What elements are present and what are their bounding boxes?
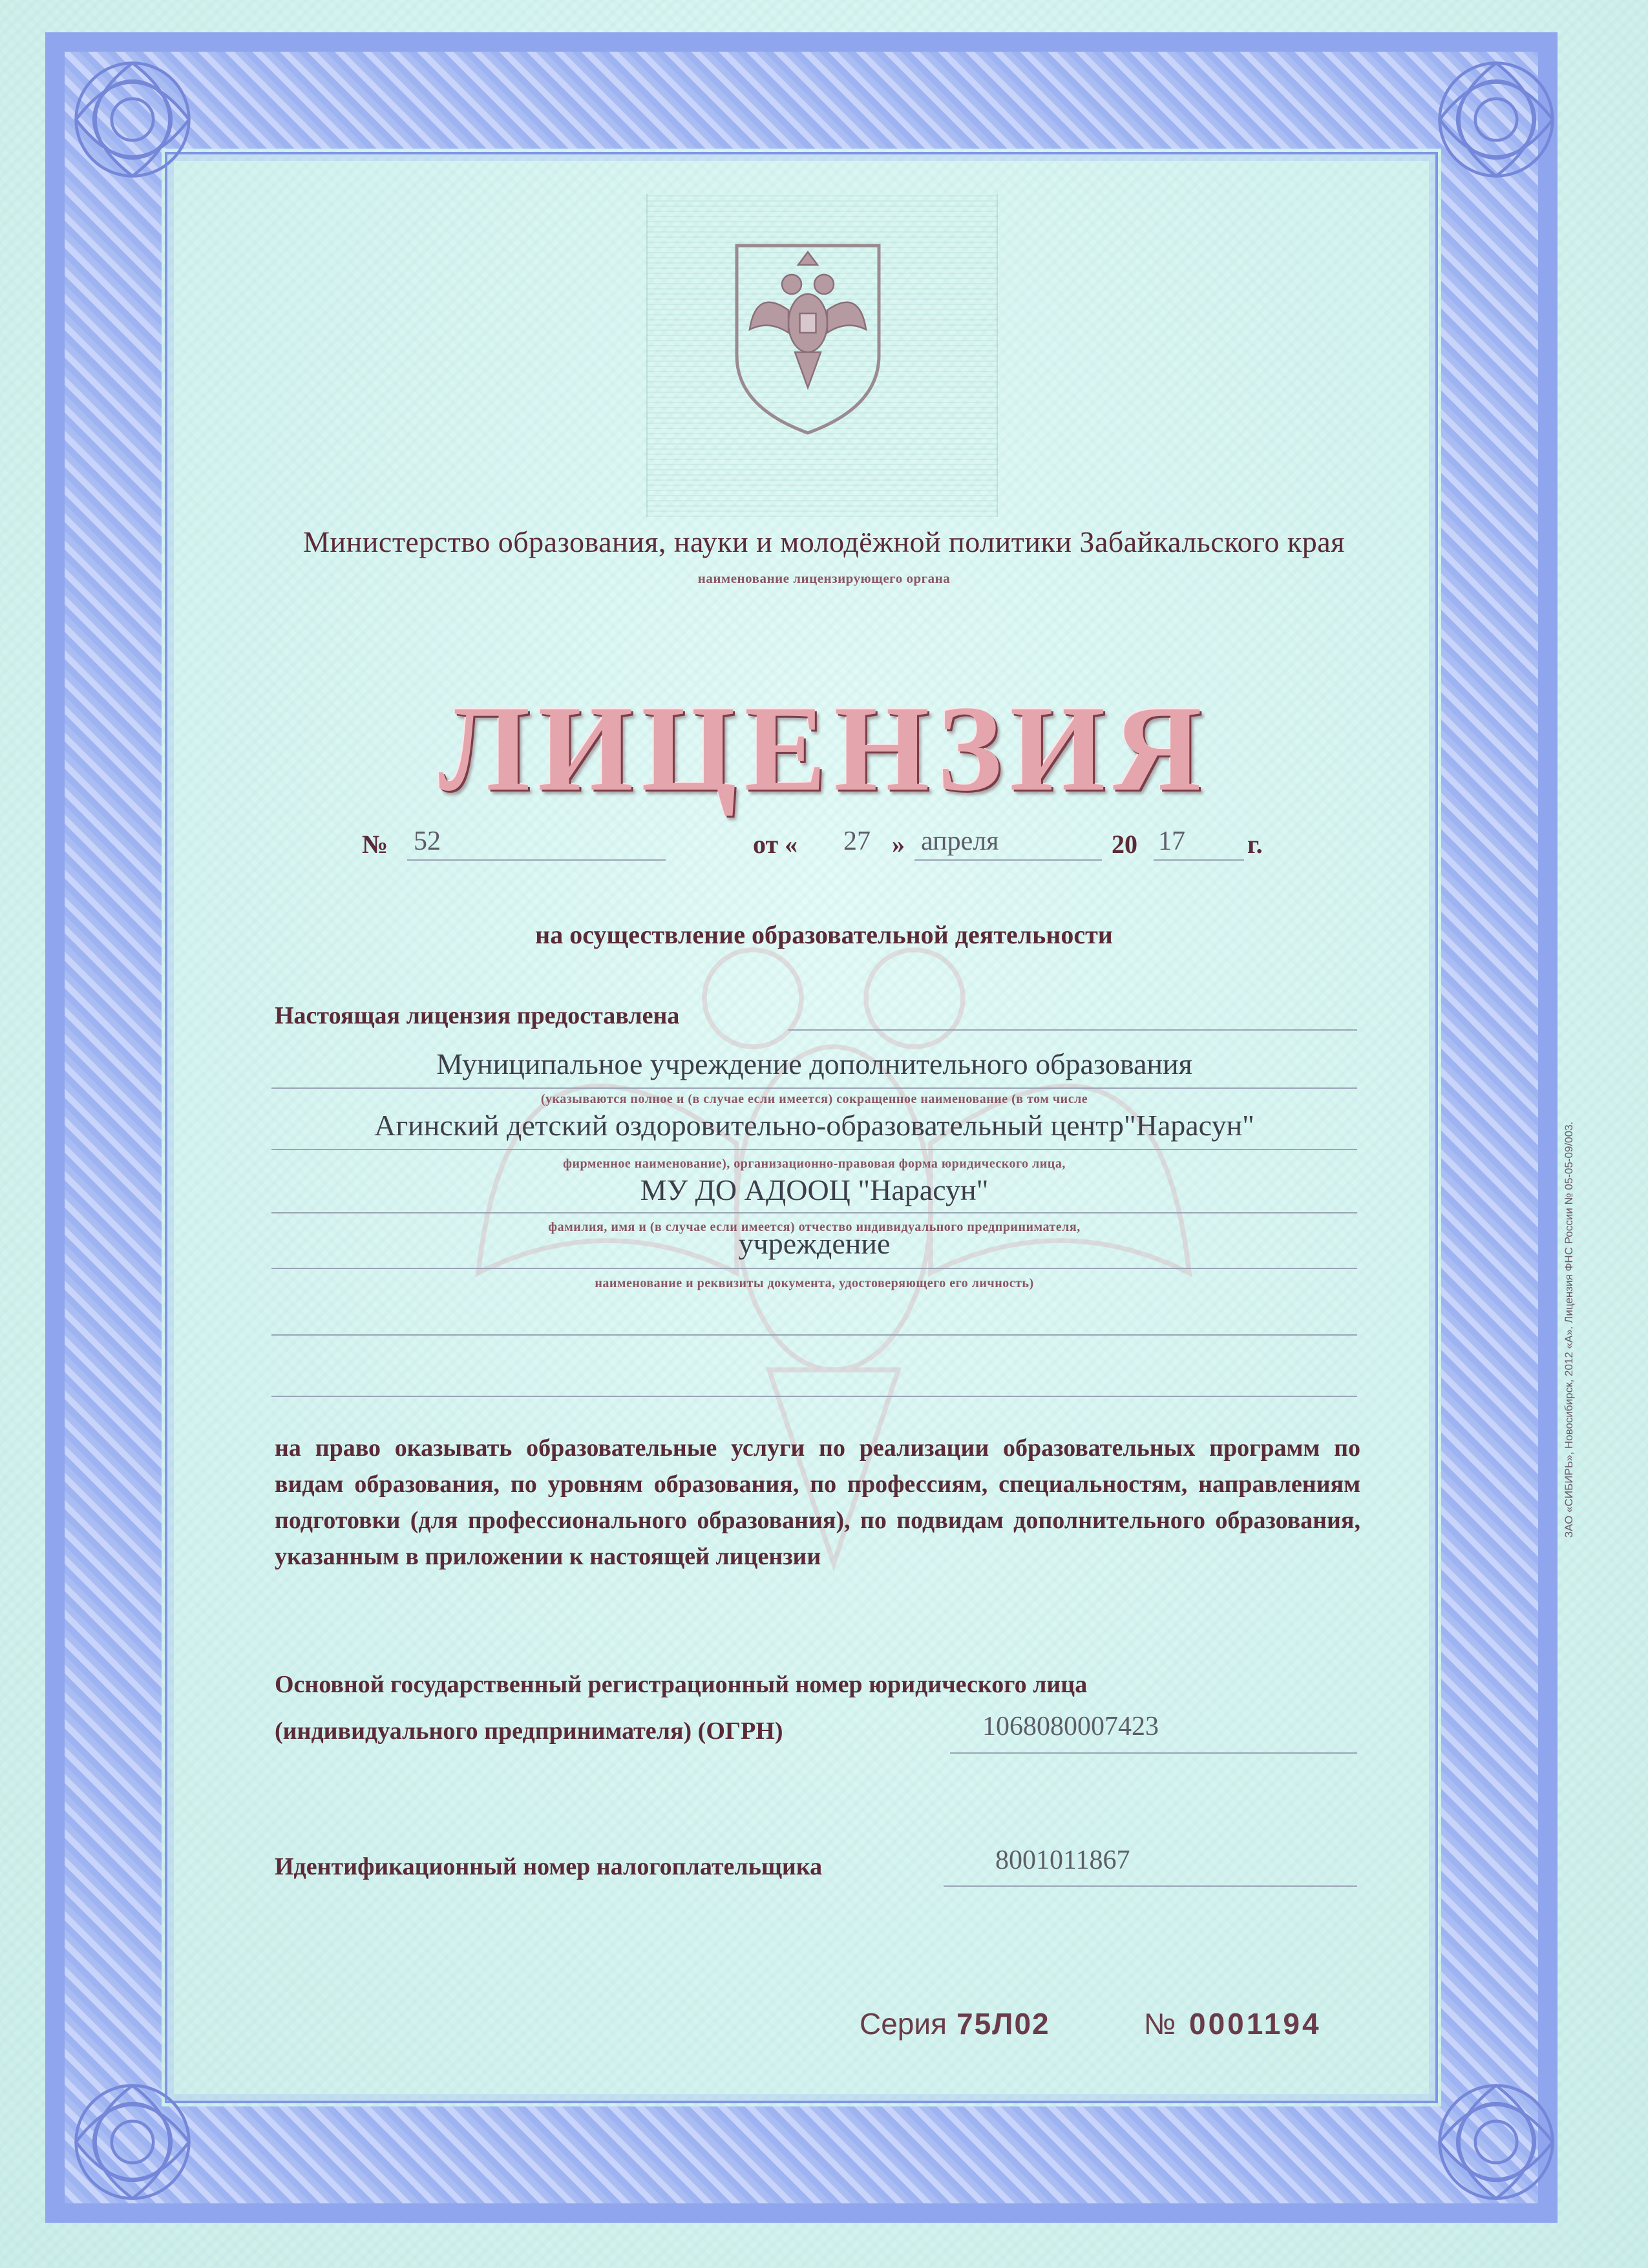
inn-value: 8001011867 <box>995 1845 1130 1875</box>
corner-ornament-bottom-right <box>1422 2068 1570 2216</box>
date-from-label: от « <box>753 830 798 859</box>
inn-label: Идентификационный номер налогоплательщика <box>275 1853 823 1880</box>
licensee-underline-3 <box>271 1212 1357 1213</box>
year-prefix: 20 <box>1112 830 1137 859</box>
blank-underline-2 <box>271 1396 1357 1397</box>
corner-ornament-bottom-left <box>58 2068 207 2216</box>
license-number: 52 <box>414 826 441 856</box>
granted-underline <box>788 1029 1357 1031</box>
granted-label: Настоящая лицензия предоставлена <box>275 1002 680 1029</box>
corner-ornament-top-right <box>1422 45 1570 194</box>
license-day: 27 <box>843 826 871 856</box>
licensing-authority: Министерство образования, науки и молодёжной политики Забайкальского края <box>303 525 1345 558</box>
document-title: ЛИЦЕНЗИЯ <box>438 681 1210 817</box>
licensee-underline-2 <box>271 1149 1357 1150</box>
licensee-name-continued: Агинский детский оздоровительно-образовательный центр"Нарасун" <box>374 1109 1254 1142</box>
number-prefix: № <box>362 830 388 859</box>
licensee-underline-1 <box>271 1087 1357 1089</box>
series-label: Серия <box>860 2007 947 2041</box>
form-number-label: № <box>1144 2007 1176 2041</box>
ogrn-value: 1068080007423 <box>982 1712 1159 1741</box>
licensing-authority-hint: наименование лицензирующего органа <box>697 571 951 586</box>
coat-of-arms-icon <box>727 239 889 439</box>
month-underline <box>914 859 1102 861</box>
licensee-full-name: Муниципальное учреждение дополнительного образования <box>436 1047 1192 1080</box>
number-underline <box>407 859 666 861</box>
series-value: 75Л02 <box>956 2007 1050 2041</box>
form-number-value: 0001194 <box>1189 2007 1322 2041</box>
licensee-short-name: МУ ДО АДООЦ "Нарасун" <box>640 1173 989 1206</box>
licensee-hint-3: фамилия, имя и (в случае если имеется) отчество индивидуального предпринимателя, <box>548 1220 1081 1234</box>
license-rights-paragraph: на право оказывать образовательные услуги по реализации образовательных программ по видам образования, по уровням образования, по профессиям, специальностям, направлениям подготовки (для профессионального образования), по подвидам дополнительного образования, указанным в приложении к настоящей лицензии <box>275 1434 1360 1570</box>
licensee-hint-2: фирменное наименование), организационно-правовая форма юридического лица, <box>563 1157 1066 1171</box>
ogrn-label-line1: Основной государственный регистрационный номер юридического лица <box>275 1671 1088 1698</box>
licensee-legal-form: учреждение <box>738 1227 891 1260</box>
printer-imprint: ЗАО «СИБИРЬ», Новосибирск, 2012 «А». Лицензия ФНС России № 05-05-09/003. <box>1563 1121 1575 1538</box>
date-day-close: » <box>892 830 905 859</box>
year-underline <box>1154 859 1244 861</box>
year-label: г. <box>1247 830 1263 859</box>
licensee-hint-4: наименование и реквизиты документа, удостоверяющего его личность) <box>595 1276 1034 1290</box>
corner-ornament-top-left <box>58 45 207 194</box>
licensee-hint-1: (указываются полное и (в случае если имеется) сокращенное наименование (в том числе <box>540 1092 1088 1106</box>
licensee-underline-4 <box>271 1268 1357 1269</box>
license-month: апреля <box>921 826 999 856</box>
blank-underline-1 <box>271 1334 1357 1336</box>
ogrn-underline <box>950 1752 1357 1754</box>
ogrn-label-line2: (индивидуального предпринимателя) (ОГРН) <box>275 1717 783 1745</box>
license-year: 17 <box>1158 826 1185 856</box>
inn-underline <box>944 1885 1357 1887</box>
license-purpose: на осуществление образовательной деятельности <box>535 920 1113 949</box>
